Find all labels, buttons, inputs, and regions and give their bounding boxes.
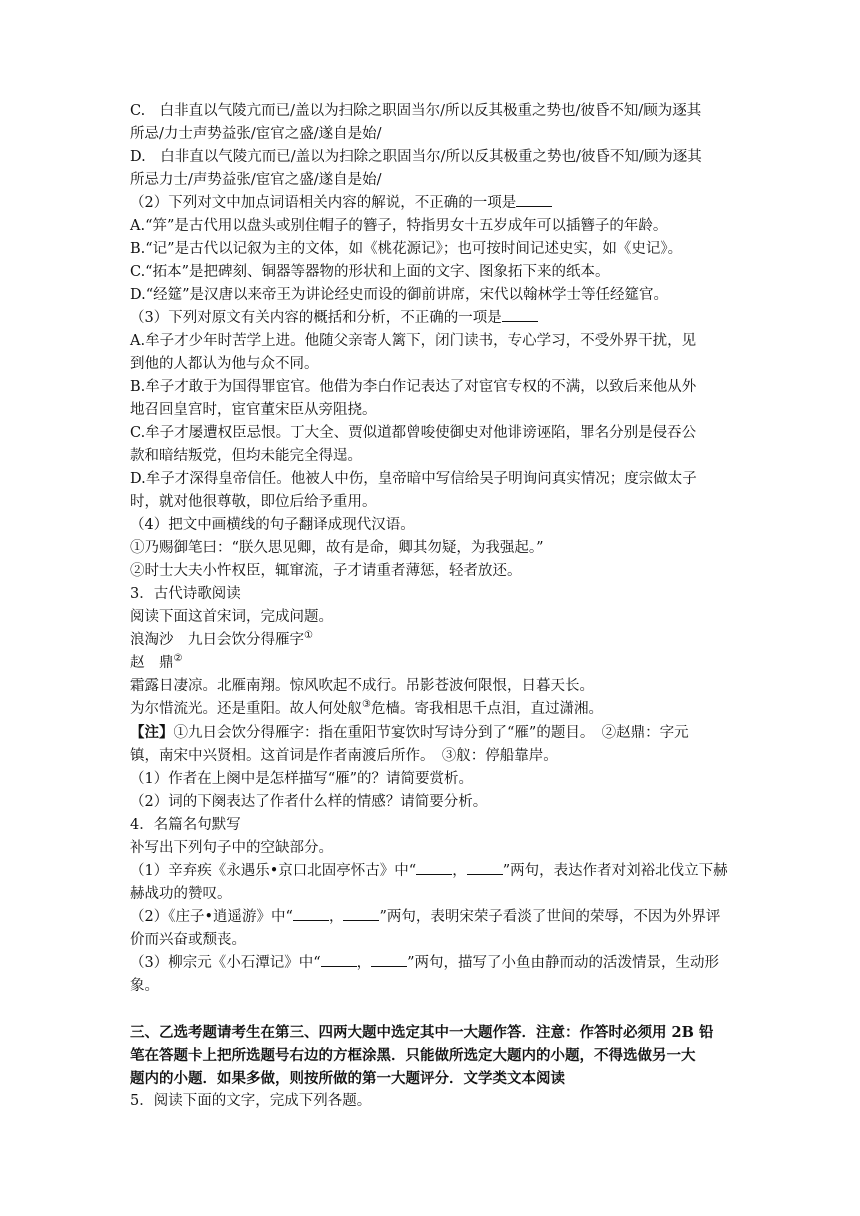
q3-option-c-line1: C.牟子才屡遭权臣忌恨。丁大全、贾似道都曾唆使御史对他诽谤诬陷，罪名分别是侵吞公 [130, 425, 697, 441]
q4-sentence-2: ②时士大夫小忤权臣，辄窜流，子才请重者薄惩，轻者放还。 [130, 563, 522, 579]
footnote-mark: ① [304, 630, 313, 642]
q1-option-c-line2: 所忌/力士声势益张/宦官之盛/遂自是始/ [130, 126, 382, 142]
answer-blank [321, 952, 357, 967]
section-3-heading: 3．古代诗歌阅读 [130, 586, 241, 602]
item-text: （3）柳宗元《小石潭记》中“ [130, 955, 321, 971]
answer-blank [343, 906, 379, 921]
separator: ， [356, 955, 372, 971]
q4-stem: （4）把文中画横线的句子翻译成现代汉语。 [130, 517, 415, 533]
separator: ， [328, 909, 344, 925]
answer-blank [516, 192, 552, 207]
document-page [130, 100, 730, 1113]
q3-option-d-line1: D.牟子才深得皇帝信任。他被人中伤，皇帝暗中写信给吴子明询问真实情况；度宗做太子 [130, 471, 697, 487]
poem-author-line [130, 652, 730, 675]
q2-option-b: B.“记”是古代以记叙为主的文体，如《桃花源记》；也可按时间记述史实，如《史记》。 [130, 241, 683, 257]
section-5-heading-line2: 笔在答题卡上把所选题号右边的方框涂黑．只能做所选定大题内的小题，不得选做另一大 [130, 1047, 696, 1064]
recitation-item-3-cont: 象。 [130, 978, 159, 994]
poem-question-1: （1）作者在上阕中是怎样描写“雁”的？请简要赏析。 [130, 771, 474, 787]
note-text-1: ①九日会饮分得雁字：指在重阳节宴饮时写诗分到了“雁”的题目。 ②赵鼎：字元 [173, 725, 689, 741]
recitation-item-3 [130, 952, 730, 975]
q3-option-d-line2: 时，就对他很尊敬，即位后给予重用。 [130, 494, 377, 510]
question-5-stem: 5．阅读下面的文字，完成下列各题。 [130, 1093, 372, 1109]
section-4-heading: 4．名篇名句默写 [130, 817, 241, 833]
q3-stem: （3）下列对原文有关内容的概括和分析，不正确的一项是 [130, 310, 502, 326]
q2-option-a: A.“笄”是古代用以盘头或别住帽子的簪子，特指男女十五岁成年可以插簪子的年龄。 [130, 218, 668, 234]
section-5-heading-line1: 三、乙选考题请考生在第三、四两大题中选定其中一大题作答．注意：作答时必须用 2B 铅 [130, 1024, 714, 1041]
recitation-item-1 [130, 860, 730, 883]
q3-stem-line [130, 307, 730, 330]
recitation-item-2-cont: 价而兴奋或颓丧。 [130, 932, 246, 948]
answer-blank [371, 952, 407, 967]
poem-title: 浪淘沙 九日会饮分得雁字 [130, 632, 304, 648]
q1-option-c-line1: C. 白非直以气陵亢而已/盖以为扫除之职固当尔/所以反其极重之势也/彼昏不知/顾为逐其 [130, 103, 702, 119]
q2-stem-line [130, 192, 730, 215]
item-text: （1）辛弃疾《永遇乐•京口北固亭怀古》中“ [130, 863, 417, 879]
item-text: ”两句，表明宋荣子看淡了世间的荣辱，不因为外界评 [379, 909, 721, 925]
q2-stem: （2）下列对文中加点词语相关内容的解说，不正确的一项是 [130, 195, 517, 211]
footnote-mark: ③ [362, 699, 371, 711]
section-5-heading-line3: 题内的小题．如果多做，则按所做的第一大题评分．文学类文本阅读 [130, 1070, 565, 1087]
poem-verse-2b: 危樯。寄我相思千点泪，直过潇湘。 [370, 701, 603, 717]
q1-option-d-line2: 所忌力士/声势益张/宦官之盛/遂自是始/ [130, 172, 382, 188]
q1-option-d-line1: D. 白非直以气陵亢而已/盖以为扫除之职固当尔/所以反其极重之势也/彼昏不知/顾为逐其 [130, 149, 702, 165]
poem-title-line [130, 629, 730, 652]
answer-blank [467, 860, 503, 875]
q2-option-d: D.“经筵”是汉唐以来帝王为讲论经史而设的御前讲席，宋代以翰林学士等任经筵官。 [130, 287, 669, 303]
answer-blank [293, 906, 329, 921]
q4-sentence-1: ①乃赐御笔曰：“朕久思见卿，故有是命，卿其勿疑，为我强起。” [130, 540, 544, 556]
poem-author: 赵 鼎 [130, 655, 174, 671]
q3-option-b-line2: 地召回皇宫时，宦官董宋臣从旁阻挠。 [130, 402, 377, 418]
poem-note-line2: 镇，南宋中兴贤相。这首词是作者南渡后所作。 ③舣：停船靠岸。 [130, 748, 558, 764]
poem-verse-2a: 为尔惜流光。还是重阳。故人何处舣 [130, 701, 362, 717]
poem-note-line1 [130, 721, 730, 745]
section-4-intro: 补写出下列句子中的空缺部分。 [130, 840, 333, 856]
answer-blank [502, 307, 538, 322]
answer-blank [416, 860, 452, 875]
poem-verse-2-line [130, 698, 730, 721]
q3-option-a-line2: 到他的人都认为他与众不同。 [130, 356, 319, 372]
recitation-item-2 [130, 906, 730, 929]
section-3-intro: 阅读下面这首宋词，完成问题。 [130, 609, 333, 625]
spacer [130, 998, 730, 1021]
recitation-item-1-cont: 赫战功的赞叹。 [130, 886, 232, 902]
item-text: ”两句，表达作者对刘裕北伐立下赫 [502, 863, 728, 879]
q2-option-c: C.“拓本”是把碑刻、铜器等器物的形状和上面的文字、图象拓下来的纸本。 [130, 264, 610, 280]
q3-option-c-line2: 款和暗结叛党，但均未能完全得逞。 [130, 448, 362, 464]
q3-option-a-line1: A.牟子才少年时苦学上进。他随父亲寄人篱下，闭门读书，专心学习，不受外界干扰，见 [130, 333, 697, 349]
item-text: （2）《庄子•逍遥游》中“ [130, 909, 293, 925]
note-label: 【注】 [130, 724, 174, 741]
footnote-mark: ② [173, 653, 183, 665]
item-text: ”两句，描写了小鱼由静而动的活泼情景，生动形 [407, 955, 720, 971]
poem-verse-1: 霜露日凄凉。北雁南翔。惊风吹起不成行。吊影苍波何限恨，日暮天长。 [130, 678, 594, 694]
separator: ， [452, 863, 467, 879]
poem-question-2: （2）词的下阕表达了作者什么样的情感？请简要分析。 [130, 794, 488, 810]
q3-option-b-line1: B.牟子才敢于为国得罪宦官。他借为李白作记表达了对宦官专权的不满，以致后来他从外 [130, 379, 697, 395]
